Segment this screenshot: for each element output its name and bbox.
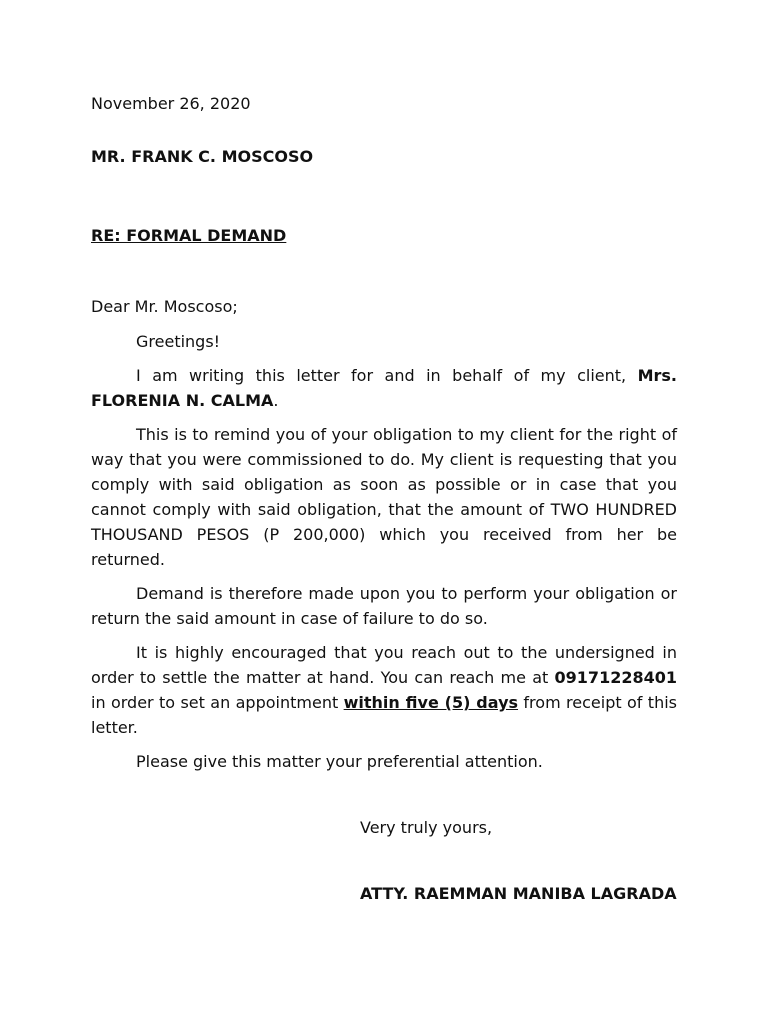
paragraph-contact — [91, 640, 677, 740]
deadline: within five (5) days — [343, 693, 519, 712]
paragraph-contact-middle: in order to set an appointment — [91, 693, 344, 712]
paragraph-contact-text: It is highly encouraged that you reach out to the undersigned in order to settle the matter at hand. You can reach me at — [91, 643, 677, 687]
closing: Very truly yours, — [360, 818, 493, 837]
paragraph-obligation: This is to remind you of your obligation to my client for the right of way that you were commissioned to do. My client is requesting that you comply with said obligation as soon as possible or in case that you cannot comply with said obligation, that the amount of TWO HUNDRED THOUSAND PESOS (P 200,000) which you received from her be returned. — [91, 425, 677, 569]
subject-line: RE: FORMAL DEMAND — [91, 226, 287, 245]
letter-date: November 26, 2020 — [91, 94, 251, 113]
paragraph-client-end: . — [273, 391, 279, 410]
letter-body — [91, 91, 677, 774]
paragraph-demand: Demand is therefore made upon you to perform your obligation or return the said amount in case of failure to do so. — [91, 584, 677, 628]
signatory-name: ATTY. RAEMMAN MANIBA LAGRADA — [360, 884, 677, 903]
recipient-name: MR. FRANK C. MOSCOSO — [91, 147, 314, 166]
paragraph-client-text: I am writing this letter for and in behalf of my client, — [136, 366, 638, 385]
paragraph-attention: Please give this matter your preferential attention. — [136, 752, 543, 771]
phone-number: 09171228401 — [554, 668, 677, 687]
paragraph-client — [91, 363, 677, 413]
paragraph-contact-end: from receipt of this letter. — [91, 693, 678, 737]
greeting: Greetings! — [136, 332, 221, 351]
salutation: Dear Mr. Moscoso; — [91, 297, 238, 316]
client-name: Mrs. FLORENIA N. CALMA — [91, 366, 677, 410]
